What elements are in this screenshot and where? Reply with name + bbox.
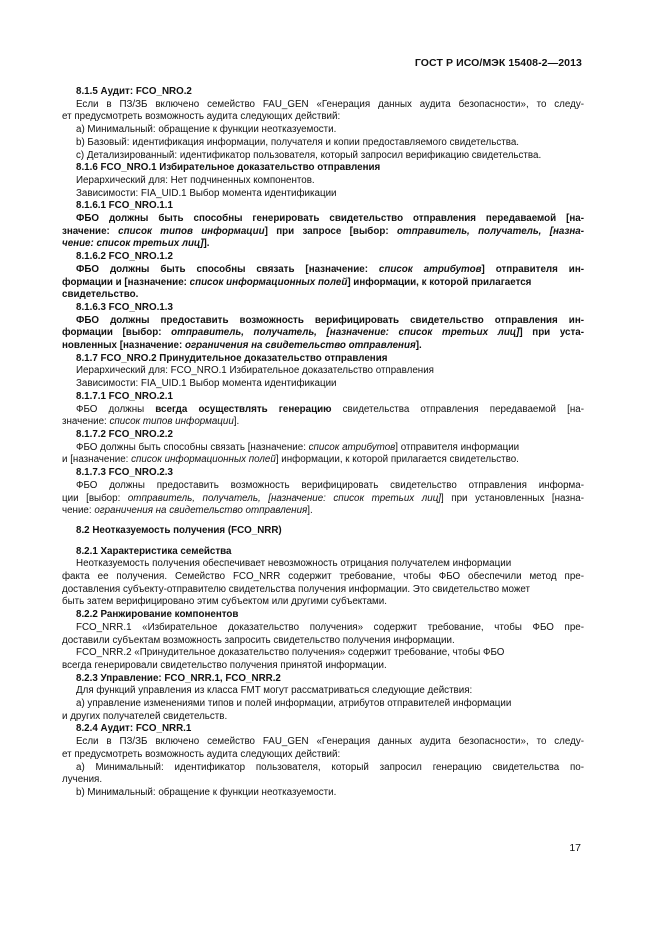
text-span: быть затем верифицировано этим субъектом или другими субъектами. (62, 596, 387, 608)
text-span: 8.1.7 FCO_NRO.2 Принудительное доказательство отправления (76, 352, 388, 364)
text-span: значение: (62, 225, 119, 237)
text-span: ] отправителя информации (395, 441, 520, 453)
text-span: Зависимости: FIA_UID.1 Выбор момента идентификации (76, 187, 337, 199)
text-line (62, 429, 584, 442)
page-number: 17 (569, 842, 581, 854)
text-line (62, 442, 584, 455)
text-span: ] при запросе [выбор: (264, 225, 397, 237)
text-line (62, 124, 584, 137)
text-span: факта ее получения. Семейство FCO_NRR содержит требование, чтобы ФБО обеспечили метод пре- (62, 571, 584, 583)
text-line (62, 480, 584, 493)
text-span: и других получателей свидетельств. (62, 710, 228, 722)
text-line (62, 302, 584, 315)
document-header: ГОСТ Р ИСО/МЭК 15408-2—2013 (414, 57, 582, 69)
text-span: список информационных полей (131, 454, 276, 466)
text-span: ]. (233, 416, 240, 428)
text-line (62, 111, 584, 124)
text-span: ФБО должны (76, 403, 156, 415)
text-span: отправитель, получатель, [назна- (396, 225, 584, 237)
text-span: 8.2.3 Управление: FCO_NRR.1, FCO_NRR.2 (76, 672, 281, 684)
text-line (62, 213, 584, 226)
text-span: b) Минимальный: обращение к функции неотказуемости. (76, 786, 337, 798)
text-span: ограничения на свидетельство отправления (94, 505, 308, 517)
text-span: 8.2.2 Ранжирование компонентов (76, 609, 239, 621)
section-gap (62, 518, 584, 526)
text-span: значение: (62, 416, 110, 428)
text-line (62, 200, 584, 213)
text-line (62, 749, 584, 762)
text-line (62, 787, 584, 800)
text-span: ] информации, к которой прилагается свидетельство. (275, 454, 519, 466)
text-span: ции [выбор: (62, 492, 128, 504)
text-line (62, 673, 584, 686)
text-span: a) Минимальный: обращение к функции неотказуемости. (76, 124, 337, 136)
text-span: 8.1.7.2 FCO_NRO.2.2 (76, 428, 173, 440)
text-line (62, 723, 584, 736)
text-line (62, 584, 584, 597)
text-span: Зависимости: FIA_UID.1 Выбор момента идентификации (76, 378, 337, 390)
text-line (62, 150, 584, 163)
text-line (62, 315, 584, 328)
text-span: 8.1.6.1 FCO_NRO.1.1 (76, 200, 173, 212)
text-span: 8.2 Неотказуемость получения (FCO_NRR) (76, 525, 282, 537)
text-line (62, 137, 584, 150)
text-span: ]. (203, 238, 210, 250)
text-line (62, 622, 584, 635)
text-span: всегда осуществлять генерацию (155, 403, 332, 415)
text-span: чение: список третьих лиц] (62, 238, 204, 250)
text-line (62, 175, 584, 188)
text-span: список типов информации (118, 225, 265, 237)
text-span: ] отправителя ин- (481, 263, 585, 275)
text-span: 8.1.6 FCO_NRO.1 Избирательное доказательство отправления (76, 162, 381, 174)
text-line (62, 685, 584, 698)
text-span: 8.1.5 Аудит: FCO_NRO.2 (76, 86, 192, 97)
text-span: ФБО должны быть способны генерировать свидетельство отправления передаваемой [на- (76, 213, 584, 225)
text-span: 8.1.6.2 FCO_NRO.1.2 (76, 251, 173, 263)
text-line (62, 525, 584, 538)
text-span: Иерархический для: Нет подчиненных компонентов. (76, 174, 315, 186)
text-span: Неотказуемость получения обеспечивает невозможность отрицания получателем информации (76, 558, 512, 570)
text-span: FCO_NRR.1 «Избирательное доказательство получения» содержит требование, чтобы ФБО пре- (76, 621, 584, 633)
text-span: Если в ПЗ/ЗБ включено семейство FAU_GEN «Генерация данных аудита безопасности», то следу- (76, 98, 584, 110)
text-span: отправитель, получатель, [назначение: список третьих лиц] (171, 327, 520, 339)
text-line (62, 493, 584, 506)
text-line (62, 454, 584, 467)
text-line (62, 353, 584, 366)
text-line (62, 86, 584, 99)
text-span: 8.1.6.3 FCO_NRO.1.3 (76, 301, 173, 313)
text-line (62, 635, 584, 648)
text-span: Для функций управления из класса FMT могут рассматриваться следующие действия: (76, 685, 473, 697)
text-span: список атрибутов (378, 263, 482, 275)
text-span: ] информации, к которой прилагается (347, 276, 532, 288)
text-line (62, 99, 584, 112)
text-span: ФБО должны предоставить возможность верифицировать свидетельство отправления информа- (76, 479, 584, 491)
text-line (62, 774, 584, 787)
text-span: чение: (62, 505, 95, 517)
text-span: свидетельство. (62, 289, 139, 301)
text-span: a) управление изменениями типов и полей информации, атрибутов отправителей информации (76, 698, 512, 710)
text-line (62, 736, 584, 749)
text-span: ] при установленных [назна- (441, 492, 584, 504)
text-line (62, 378, 584, 391)
text-span: отправитель, получатель, [назначение: список третьих лиц] (127, 492, 442, 504)
text-span: ФБО должны предоставить возможность верифицировать свидетельство отправления ин- (76, 314, 584, 326)
text-span: b) Базовый: идентификация информации, получателя и копии предоставляемого свидетельства. (76, 136, 519, 148)
text-span: список информационных полей (189, 276, 348, 288)
text-span: Иерархический для: FCO_NRO.1 Избирательное доказательство отправления (76, 365, 434, 377)
text-line (62, 558, 584, 571)
text-span: ФБО должны быть способны связать [назначение: (76, 263, 379, 275)
text-line (62, 416, 584, 429)
text-span: формации и [назначение: (62, 276, 190, 288)
text-line (62, 762, 584, 775)
text-line (62, 251, 584, 264)
text-line (62, 505, 584, 518)
text-span: всегда генерировали свидетельство получения принятой информации. (62, 659, 387, 671)
text-span: список атрибутов (308, 441, 396, 453)
text-line (62, 264, 584, 277)
text-line (62, 277, 584, 290)
text-span: ]. (415, 340, 422, 352)
text-line (62, 289, 584, 302)
text-line (62, 546, 584, 559)
text-span: свидетельства отправления передаваемой [на- (331, 403, 584, 415)
text-span: ]. (307, 505, 313, 517)
text-span: Если в ПЗ/ЗБ включено семейство FAU_GEN «Генерация данных аудита безопасности», то следу- (76, 736, 584, 748)
text-line (62, 404, 584, 417)
text-span: формации [выбор: (62, 327, 172, 339)
text-line (62, 660, 584, 673)
text-line (62, 365, 584, 378)
text-line (62, 711, 584, 724)
text-span: 8.1.7.3 FCO_NRO.2.3 (76, 467, 173, 479)
text-span: 8.2.4 Аудит: FCO_NRR.1 (76, 723, 192, 735)
section-gap (62, 538, 584, 546)
text-line (62, 188, 584, 201)
text-span: доставления субъекту-отправителю свидетельства получения информации. Это свидетельство может (62, 583, 530, 595)
text-line (62, 226, 584, 239)
text-span: a) Минимальный: идентификатор пользователя, который запросил генерацию свидетельства по- (76, 761, 584, 773)
text-span: ет предусмотреть возможность аудита следующих действий: (62, 748, 341, 760)
text-line (62, 327, 584, 340)
document-body (62, 86, 584, 800)
text-span: список типов информации (109, 416, 234, 428)
text-line (62, 571, 584, 584)
text-line (62, 391, 584, 404)
text-line (62, 647, 584, 660)
text-span: лучения. (62, 774, 103, 786)
text-line (62, 340, 584, 353)
text-span: ет предусмотреть возможность аудита следующих действий: (62, 111, 341, 123)
text-span: ограничения на свидетельство отправления (184, 340, 416, 352)
text-span: ФБО должны быть способны связать [назначение: (76, 441, 309, 453)
text-span: ] при уста- (519, 327, 585, 339)
text-span: c) Детализированный: идентификатор пользователя, который запросил верификацию свидетельства. (76, 149, 542, 161)
text-line (62, 238, 584, 251)
text-span: доставили субъектам возможность запросить свидетельство получения информации. (62, 634, 455, 646)
text-line (62, 162, 584, 175)
text-line (62, 609, 584, 622)
text-span: 8.2.1 Характеристика семейства (76, 545, 232, 557)
text-line (62, 596, 584, 609)
text-span: 8.1.7.1 FCO_NRO.2.1 (76, 390, 173, 402)
text-span: и [назначение: (62, 454, 132, 466)
text-span: новленных [назначение: (62, 340, 185, 352)
text-span: FCO_NRR.2 «Принудительное доказательство получения» содержит требование, чтобы ФБО (76, 647, 505, 659)
text-line (62, 467, 584, 480)
text-line (62, 698, 584, 711)
